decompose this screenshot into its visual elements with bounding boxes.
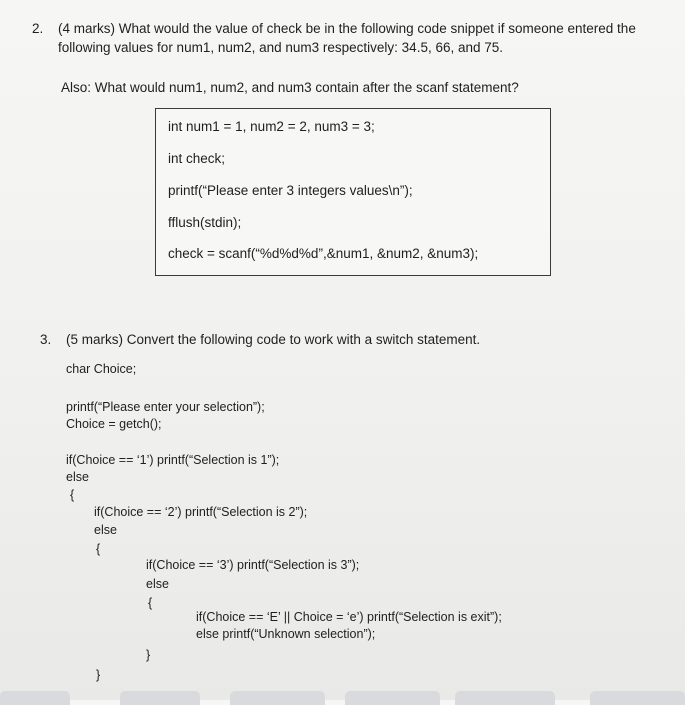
code-line: printf(“Please enter 3 integers values\n”); [168,183,413,198]
q2-text-line2: following values for num1, num2, and num3 respectively: 34.5, 66, and 75. [58,40,504,55]
code-line: int num1 = 1, num2 = 2, num3 = 3; [168,119,375,134]
q2-also: Also: What would num1, num2, and num3 contain after the scanf statement? [61,80,519,95]
code-line: if(Choice == ‘2’) printf(“Selection is 2”); [94,505,308,519]
code-line: if(Choice == ‘E’ || Choice = ‘e’) printf(“Selection is exit”); [196,610,502,624]
bottom-tab [230,691,325,705]
bottom-tab [345,691,440,705]
code-line: } [146,648,151,662]
code-line: { [148,596,153,610]
q2-number: 2. [32,21,44,36]
q3-number: 3. [40,332,52,347]
code-line: fflush(stdin); [168,215,242,230]
code-line: printf(“Please enter your selection”); [66,400,265,414]
code-line: { [70,488,75,502]
code-line: check = scanf(“%d%d%d”,&num1, &num2, &num3); [168,246,479,261]
q2-code-box [155,108,551,276]
code-line: else [146,577,169,591]
code-line: char Choice; [66,362,137,376]
code-line: else [66,470,89,484]
code-line: { [96,542,101,556]
bottom-tab [0,691,70,705]
code-line: else printf(“Unknown selection”); [196,627,376,641]
code-line: if(Choice == ‘1’) printf(“Selection is 1”); [66,453,280,467]
q2-text-line1: (4 marks) What would the value of check be in the following code snippet if someone entered the [58,21,636,36]
bottom-tab [590,691,685,705]
code-line: Choice = getch(); [66,417,162,431]
code-line: else [94,523,117,537]
q3-title: (5 marks) Convert the following code to work with a switch statement. [66,332,481,347]
code-line: } [96,668,101,682]
code-line: int check; [168,151,226,166]
bottom-tab [455,691,555,705]
code-line: if(Choice == ‘3’) printf(“Selection is 3”); [146,558,360,572]
bottom-tab [120,691,200,705]
